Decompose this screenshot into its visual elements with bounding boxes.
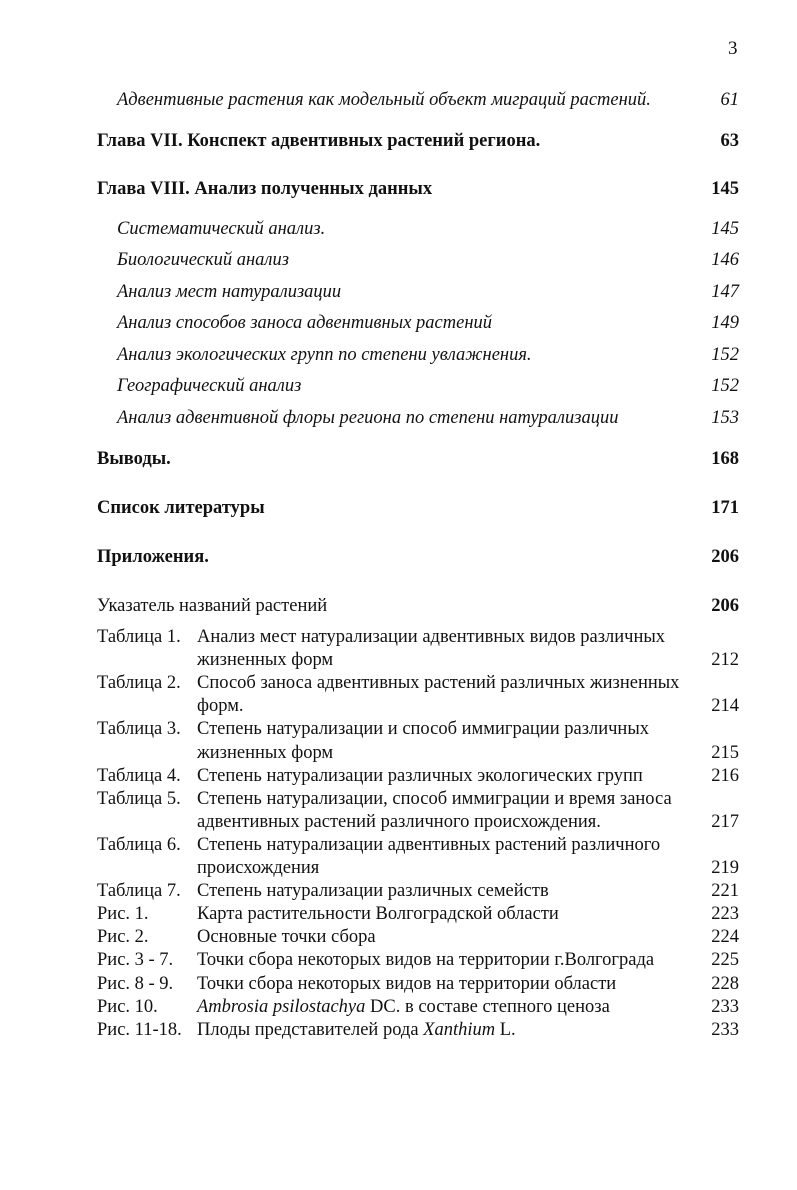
appendix-text-line: Точки сбора некоторых видов на территории области [197,973,617,994]
appendix-page: 212 [711,650,739,671]
toc-entry-title: Выводы. [97,449,171,469]
appendix-text [197,626,665,648]
species-name: Ambrosia psilostachya [197,996,366,1017]
toc-entry-title: Анализ способов заноса адвентивных растений [117,313,492,333]
toc-entry-page: 61 [720,90,739,110]
appendix-text [197,926,376,948]
toc-entry-title: Систематический анализ. [117,219,326,239]
toc-entry-page: 206 [711,596,739,616]
appendix-label: Таблица 4. [97,765,181,786]
appendix-text-line: Степень натурализации адвентивных растений различного [197,834,661,855]
appendix-text [197,649,333,671]
appendix-page: 225 [711,950,739,971]
appendix-text-line: Степень натурализации различных экологических групп [197,765,643,786]
genus-name: Xanthium [423,1019,496,1040]
appendix-text [197,695,244,717]
toc-entry-title: Биологический анализ [117,250,289,270]
appendix-label: Рис. 2. [97,927,149,948]
appendix-text [197,973,616,995]
appendix-text [197,718,649,740]
appendix-page: 228 [711,973,739,994]
appendix-text-line: жизненных форм [197,742,334,763]
appendix-page: 215 [711,742,739,763]
appendix-text-line: адвентивных растений различного происхождения. [197,811,601,832]
appendix-page: 233 [711,996,739,1017]
appendix-label: Рис. 8 - 9. [97,973,174,994]
appendix-label: Таблица 2. [97,673,181,694]
appendix-page: 224 [711,927,739,948]
appendix-text-line: DC. в составе степного ценоза [365,996,610,1017]
toc-entry-page: 147 [711,282,739,302]
appendix-label: Таблица 3. [97,719,181,740]
appendix-text-line: Плоды представителей рода [197,1019,424,1040]
appendix-text-line: жизненных форм [197,650,334,671]
toc-entry-page: 145 [711,219,739,239]
toc-entry-title: Приложения. [97,547,209,567]
appendix-text [197,834,660,856]
appendix-text-line: происхождения [197,858,320,878]
toc-entry-page: 206 [711,547,739,567]
appendix-text-line: Анализ мест натурализации адвентивных видов различных [197,627,666,647]
appendix-label: Таблица 5. [97,788,181,809]
toc-entry-page: 152 [711,345,739,365]
appendix-label: Рис. 1. [97,904,149,925]
appendix-text [197,996,610,1018]
appendix-text-line: Степень натурализации различных семейств [197,881,549,902]
appendix-text [197,765,643,787]
appendix-page: 214 [711,696,739,717]
toc-entry-page: 153 [711,408,739,428]
toc-entry-page: 171 [711,498,739,518]
appendix-text-line: Степень натурализации и способ иммиграции различных [197,719,650,740]
appendix-text-line: Точки сбора некоторых видов на территории г.Волгограда [197,950,655,971]
toc-entry-title: Анализ адвентивной флоры региона по степени натурализации [117,408,619,428]
appendix-text [197,903,559,925]
toc-entry-page: 146 [711,250,739,270]
toc-entry-page: 145 [711,179,739,199]
toc-entry-page: 63 [720,131,739,151]
appendix-text-line: Степень натурализации, способ иммиграции и время заноса [197,788,672,809]
appendix-text-line: форм. [197,696,244,717]
appendix-page: 216 [711,765,739,786]
toc-entry-title: Глава VII. Конспект адвентивных растений региона. [97,131,541,151]
appendix-page: 217 [711,811,739,832]
appendix-label: Рис. 3 - 7. [97,950,174,971]
appendix-text [197,742,333,764]
appendix-label: Таблица 1. [97,627,181,647]
toc-entry-title: Анализ мест натурализации [117,282,342,302]
appendix-text [197,672,679,694]
toc-entry-title: Анализ экологических групп по степени увлажнения. [117,345,532,365]
appendix-page: 221 [711,881,739,902]
appendix-page: 219 [711,858,739,878]
appendix-label: Таблица 6. [97,834,181,855]
appendix-text-line: Способ заноса адвентивных растений различных жизненных [197,673,680,694]
appendix-text [197,949,654,971]
toc-entry-title: Указатель названий растений [97,596,328,616]
appendix-text [197,811,601,833]
appendix-label: Рис. 11-18. [97,1019,182,1040]
appendix-text [197,857,319,879]
toc-entry-title: Географический анализ [117,376,302,396]
toc-entry-title: Адвентивные растения как модельный объект миграций растений. [117,90,651,110]
toc-entry-page: 149 [711,313,739,333]
toc-entry-title: Список литературы [97,498,265,518]
appendix-text [197,880,549,902]
toc-entry-title: Глава VIII. Анализ полученных данных [97,179,433,199]
appendix-text-suffix: L. [495,1019,516,1040]
toc-entry-page: 152 [711,376,739,396]
appendix-text-line: Основные точки сбора [197,927,376,948]
appendix-page: 223 [711,904,739,925]
appendix-page: 233 [711,1019,739,1040]
appendix-text-line: Карта растительности Волгоградской области [197,904,559,925]
toc-entry-page: 168 [711,449,739,469]
appendix-label: Рис. 10. [97,996,158,1017]
appendix-text [197,1019,516,1041]
appendix-text [197,788,672,810]
page-number: 3 [728,38,738,59]
appendix-label: Таблица 7. [97,881,181,902]
